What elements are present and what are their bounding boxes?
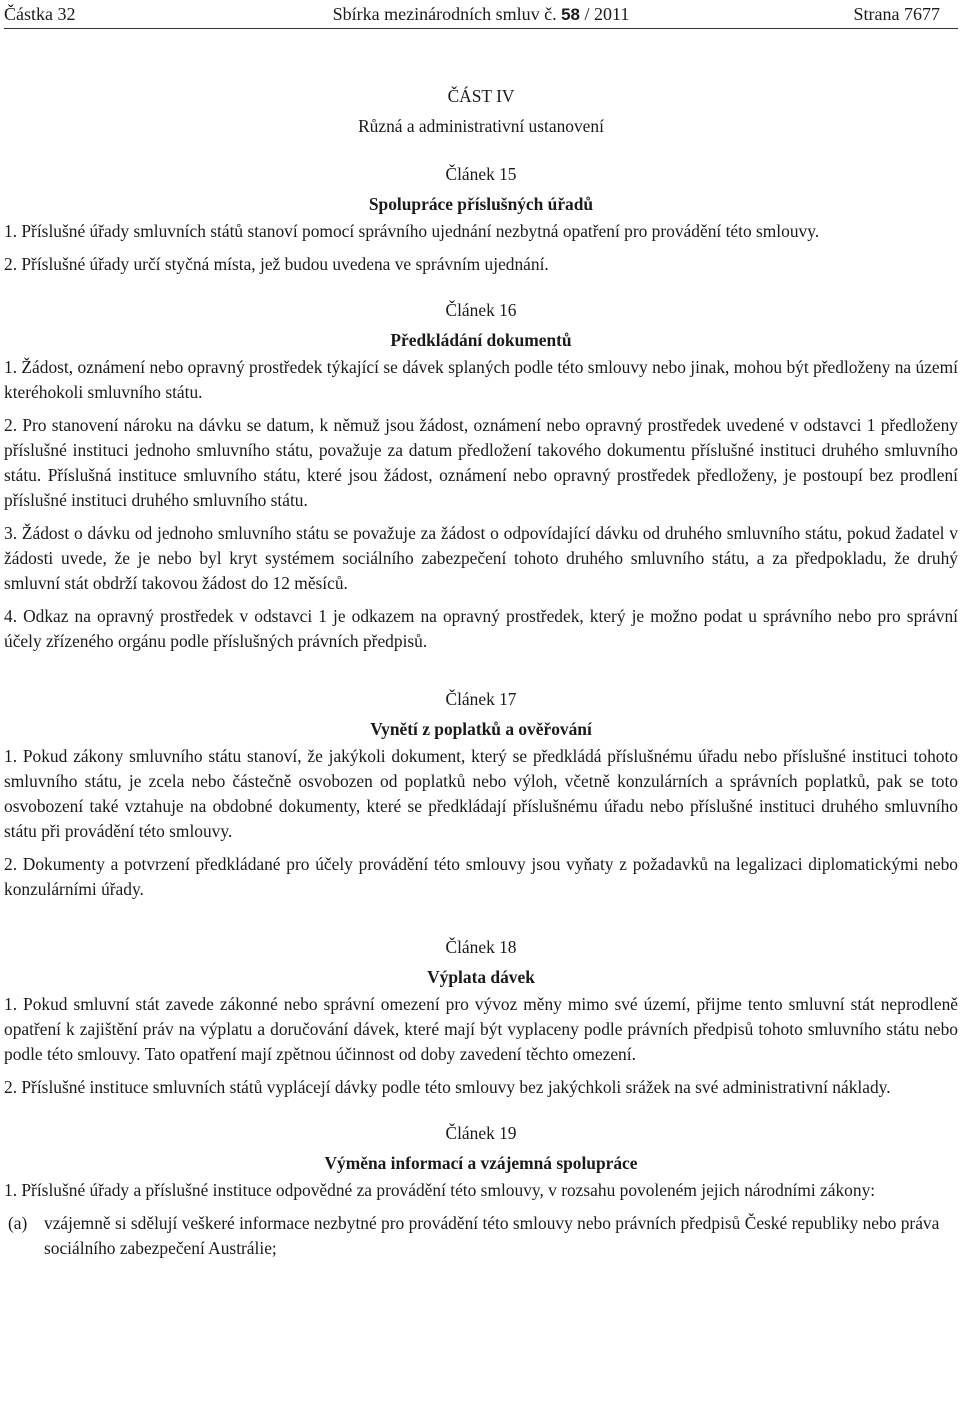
document-page <box>4 0 958 1261</box>
part-title: ČÁST IV <box>447 86 515 106</box>
article-15-number: Článek 15 <box>445 164 517 184</box>
article-17-title: Vynětí z poplatků a ověřování <box>370 719 592 739</box>
part-subtitle: Různá a administrativní ustanovení <box>358 116 604 136</box>
header-collection-prefix: Sbírka mezinárodních smluv č. <box>332 4 557 24</box>
page-header <box>4 0 958 29</box>
article-19-number: Článek 19 <box>445 1123 517 1143</box>
article-17-paragraph-1: 1. Pokud zákony smluvního státu stanoví, že jakýkoli dokument, který se předkládá příslušnému úřadu nebo příslušné instituci tohoto smluvního státu, je zcela nebo částečně osvobozen od poplatků nebo výloh, včetně konzulárních a správních poplatků, pak se toto osvobození také vztahuje na obdobné dokumenty, které se předkládají příslušnému úřadu nebo příslušné instituci druhého smluvního státu při provádění této smlouvy. <box>4 746 958 841</box>
article-19-paragraph-1: 1. Příslušné úřady a příslušné instituce odpovědné za provádění této smlouvy, v rozsahu povoleném jejich národními zákony: <box>4 1180 876 1200</box>
article-18-title: Výplata dávek <box>427 967 535 987</box>
article-18-paragraph-1: 1. Pokud smluvní stát zavede zákonné nebo správní omezení pro vývoz měny mimo své území, přijme tento smluvní stát neprodleně opatření k zajištění práv na výplatu a doručování dávek, které mají být vyplaceny podle právních předpisů tohoto smluvního státu nebo podle této smlouvy. Tato opatření mají zpětnou účinnost od doby zavedení těchto omezení. <box>4 994 958 1064</box>
header-page-number: Strana 7677 <box>853 4 940 24</box>
header-issue: Částka 32 <box>4 4 76 24</box>
article-17-number: Článek 17 <box>445 689 517 709</box>
article-19-item-a <box>4 1211 958 1261</box>
article-18-paragraph-2: 2. Příslušné instituce smluvních států vyplácejí dávky podle této smlouvy bez jakýchkoli srážek na své administrativní náklady. <box>4 1077 891 1097</box>
article-15-title: Spolupráce příslušných úřadů <box>368 194 594 214</box>
list-label: (a) <box>8 1213 28 1233</box>
header-collection-year: / 2011 <box>584 4 630 24</box>
article-18-number: Článek 18 <box>445 937 517 957</box>
article-16-paragraph-1: 1. Žádost, oznámení nebo opravný prostředek týkající se dávek splaných podle této smlouvy nebo jinak, mohou být předloženy na území kteréhokoli smluvního státu. <box>4 357 958 402</box>
list-text: vzájemně si sdělují veškeré informace nezbytné pro provádění této smlouvy nebo právních předpisů České republiky nebo práva sociálního zabezpečení Austrálie; <box>44 1213 940 1258</box>
article-17-paragraph-2: 2. Dokumenty a potvrzení předkládané pro účely provádění této smlouvy jsou vyňaty z požadavků na legalizaci diplomatickými nebo konzulárními úřady. <box>4 854 958 899</box>
article-19-title: Výměna informací a vzájemná spolupráce <box>324 1153 638 1173</box>
article-16-title: Předkládání dokumentů <box>390 330 572 350</box>
header-collection <box>4 0 958 29</box>
article-15-paragraph-1: 1. Příslušné úřady smluvních států stanoví pomocí správního ujednání nezbytná opatření pro provádění této smlouvy. <box>4 221 820 241</box>
article-16-paragraph-2: 2. Pro stanovení nároku na dávku se datum, k němuž jsou žádost, oznámení nebo opravný prostředek uvedené v odstavci 1 předloženy příslušné instituci jednoho smluvního státu, považuje za datum předložení takového dokumentu příslušné instituci druhého smluvního státu. Příslušná instituce smluvního státu, které jsou žádost, oznámení nebo opravný prostředek předloženy, je postoupí bez prodlení příslušné instituci druhého smluvního státu. <box>4 415 958 510</box>
article-15-paragraph-2: 2. Příslušné úřady určí styčná místa, jež budou uvedena ve správním ujednání. <box>4 254 549 274</box>
article-16-paragraph-4: 4. Odkaz na opravný prostředek v odstavci 1 je odkazem na opravný prostředek, který je možno podat u správního nebo pro správní účely zřízeného orgánu podle příslušných právních předpisů. <box>4 606 958 651</box>
header-collection-number: 58 <box>561 5 581 24</box>
article-16-number: Článek 16 <box>445 300 517 320</box>
article-16-paragraph-3: 3. Žádost o dávku od jednoho smluvního státu se považuje za žádost o odpovídající dávku od druhého smluvního státu, pokud žadatel v žádosti uvede, že je nebo byl kryt systémem sociálního zabezpečení tohoto druhého smluvního státu, a za předpokladu, že druhý smluvní stát obdrží takovou žádost do 12 měsíců. <box>4 523 958 593</box>
